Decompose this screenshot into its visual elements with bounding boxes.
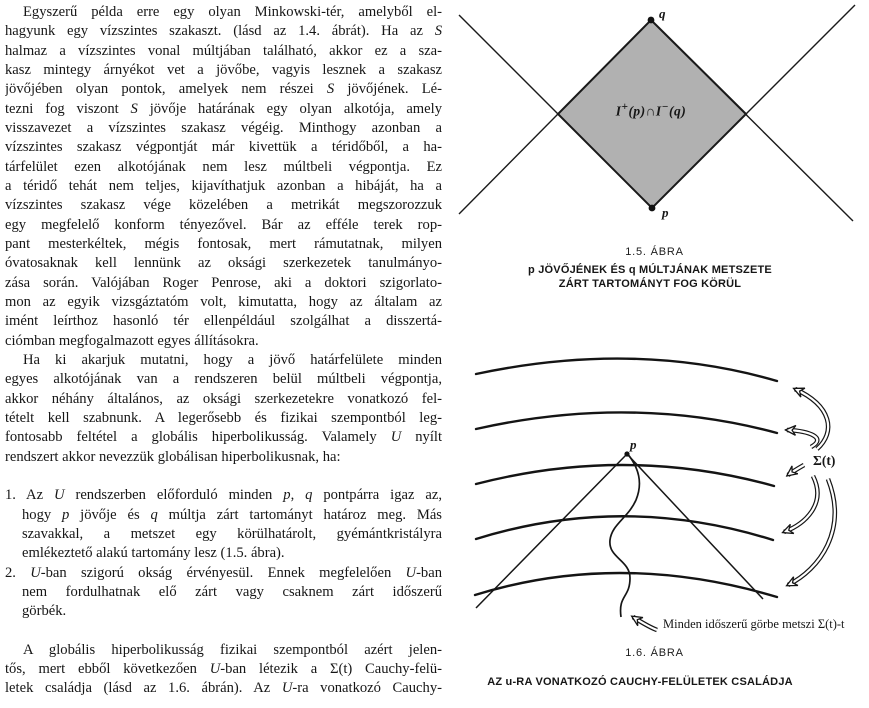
light-cone-left-line <box>476 454 627 608</box>
p-label: p <box>662 205 669 220</box>
sigma-arrow-3 <box>788 465 804 475</box>
cauchy-surface-arc-3 <box>476 465 774 486</box>
p-point-dot <box>649 205 656 212</box>
figure-1-6-caption-number: 1.6. ÁBRA <box>625 647 684 659</box>
text-line: A globális hiperbolikusság fizikai szempontból azért jelen- <box>23 641 442 658</box>
cauchy-surface-arc-1 <box>476 359 777 381</box>
annotation-arrow <box>633 617 657 630</box>
figure-1-5-caption <box>440 264 860 291</box>
cauchy-surface-arc-2 <box>476 412 777 433</box>
text-line: tős, mert ebből következően U-ban létezik a Σ(t) Cauchy-felü- <box>5 661 442 678</box>
sigma-arrows <box>633 389 835 630</box>
text-line: zása során. Valójában Roger Penrose, aki a doktori szigorlato- <box>5 274 442 291</box>
text-line: letek családja (lásd az 1.6. ábrán). Az U-ra vonatkozó Cauchy- <box>5 680 442 697</box>
text-line: Egyszerű példa erre egy olyan Minkowski-tér, amelyből el- <box>23 4 442 20</box>
figure-1-5-caption-line2: ZÁRT TARTOMÁNYT FOG KÖRÜL <box>558 277 742 290</box>
blank-line <box>5 622 442 641</box>
text-line: hagyunk egy vízszintes szakaszt. (lásd az 1.4. ábrát). Ha az S <box>5 23 442 40</box>
text-line: rendszert akkor nevezzük globálisan hiperbolikusnak, ha: <box>5 448 341 465</box>
intersection-label: I+(p)∩I−(q) <box>615 101 687 119</box>
text-line: mon az egyik vizsgáztatóm volt, kimutatta, hogy az általam az <box>5 293 442 310</box>
text-column <box>5 3 442 699</box>
text-line: egy megfelelő konform tényezővel. Bár az efféle terek rop- <box>5 216 442 233</box>
sigma-arrow-outlines <box>633 389 835 630</box>
light-cone-right-line <box>627 454 763 599</box>
text-line: imént leírthoz hasonló tér ellenpéldául szolgálhat a disszertá- <box>5 313 442 330</box>
text-line: ciómban megfogalmazott egyes állításokra. <box>5 332 259 349</box>
p-point-dot-fig16 <box>624 451 629 456</box>
q-label: q <box>659 6 666 21</box>
timelike-curve <box>610 453 640 617</box>
blank-line <box>5 467 442 486</box>
figure-1-6-caption: AZ u-RA VONATKOZÓ CAUCHY-FELÜLETEK CSALÁDJA <box>487 676 793 688</box>
sigma-arrow-4 <box>784 476 817 532</box>
text-line: tételt kell szabnunk. A legerősebb és fizikai szempontból leg- <box>5 409 442 426</box>
text-line: visszavezet a vízszintes szakasz végéig. Minthogy azonban a <box>5 119 442 136</box>
text-line: vízszintes szakasz végpontját már kivettük a téridőből, a ha- <box>5 139 442 156</box>
text-line: óvatosaknak kell lennünk az oksági szerkezetek tanulmányo- <box>5 255 442 272</box>
text-line: vízszintes szakasz vége közelében a metrikát megszorozzuk <box>5 197 442 214</box>
text-line: a téridő tehát nem teljes, kijavíthatjuk azonban a hibáját, ha a <box>5 177 442 194</box>
text-line: kasz mintegy árnyékot vet a jövőbe, vagyis lesznek a szakasz <box>5 61 442 78</box>
cauchy-surface-arc-4 <box>476 516 773 540</box>
text-line: pant mesterkéltek, mégis fontosak, mert rámutatnak, milyen <box>5 235 442 252</box>
figure-1-5-caption-number: 1.5. ÁBRA <box>625 246 684 258</box>
text-line: hogy p jövője és q múltja zárt tartományt határoz meg. Más <box>22 506 442 523</box>
q-point-dot <box>648 17 655 24</box>
text-line: görbék. <box>22 603 67 620</box>
text-line: halmaz a vízszintes vonal múltjában található, akkor ez a sza- <box>5 42 442 59</box>
cauchy-surface-arcs <box>475 359 777 597</box>
p-label-fig16: p <box>630 437 637 452</box>
text-line: tezni fog viszont S jövője határának egy olyan alkotója, amely <box>5 100 442 117</box>
figure-1-5-caption-line1: p JÖVŐJÉNEK ÉS q MÚLTJÁNAK METSZETE <box>528 264 772 276</box>
text-line: fontosabb feltétel a globális hiperbolikusság. Valamely U nyílt <box>5 429 442 446</box>
figure-1-5-minkowski-diamond <box>440 0 869 240</box>
text-line: jövőjében olyan pontok, amelyek nem részei S jövőjének. Lé- <box>5 81 442 98</box>
sigma-arrow-5 <box>788 479 835 585</box>
text-line: tárfelület ezen alkotójának nem lesz múltbeli végpontja. Ez <box>5 158 442 175</box>
text-line: emlékeztető alakú tartomány lesz (1.5. ábra). <box>22 545 285 562</box>
text-line: akkor néhány általános, az oksági szerkezetekre vonatkozó fel- <box>5 390 442 407</box>
sigma-label: Σ(t) <box>813 453 836 468</box>
text-line: egyes alkotójának van a rendszeren belül múltbeli végpontja, <box>5 371 442 388</box>
figure-1-6-cauchy-surfaces <box>440 340 869 640</box>
text-line: 2. U-ban szigorú okság érvényesül. Ennek megfelelően U-ban <box>5 564 442 581</box>
text-line: nem fordulhatnak elő zárt vagy csaknem zárt időszerű <box>22 583 442 600</box>
text-line: Ha ki akarjuk mutatni, hogy a jövő határfelülete minden <box>23 351 442 368</box>
text-line: szavakkal, a metszet egy körülhatárolt, gyémántkristályra <box>22 525 442 542</box>
text-line: 1. Az U rendszerben előforduló minden p, q pontpárra igaz az, <box>5 487 442 504</box>
timelike-curve-annotation: Minden időszerű görbe metszi Σ(t)-t <box>663 617 845 631</box>
